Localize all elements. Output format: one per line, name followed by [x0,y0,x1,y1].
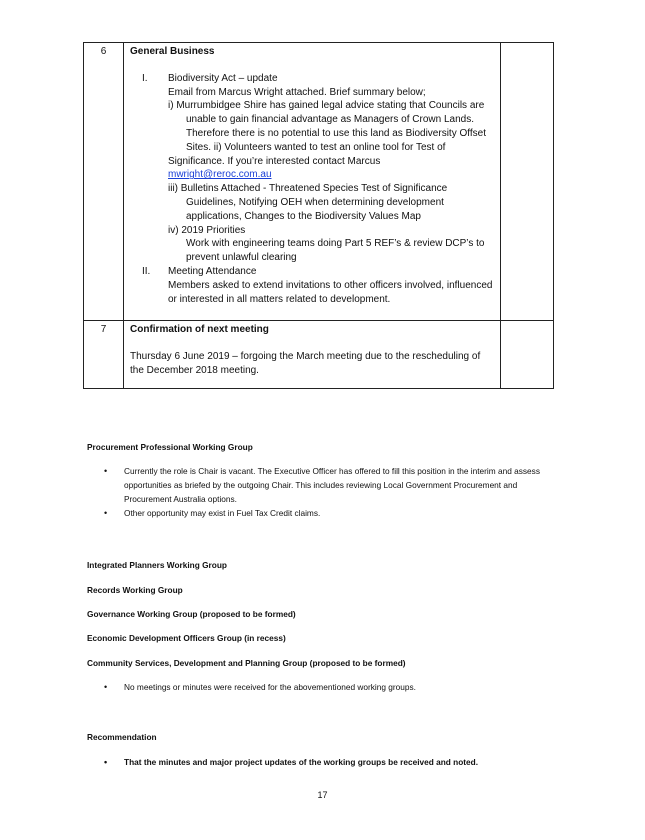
paragraph: i) Murrumbidgee Shire has gained legal advice stating that Councils are unable to gain financial advantage as Managers of Crown Lands. Therefore there is no potential to use this land as Biodiversity Offset Sites. ii) Volunteers wanted to test an online tool for Test of [168,100,486,153]
bullet-list [87,464,557,520]
list-item: • No meetings or minutes were received for the abovementioned working groups. [104,682,416,692]
item-content [124,43,501,321]
bullet-icon: • [104,508,108,518]
table-row [84,43,554,321]
section-heading: Community Services, Development and Planning Group (proposed to be formed) [87,658,406,668]
sub-item-heading: Meeting Attendance [168,265,257,277]
section-heading: Governance Working Group (proposed to be formed) [87,609,296,619]
list-item: • Currently the role is Chair is vacant. The Executive Officer has offered to fill this position in the interim and assess opportunities as briefed by the outgoing Chair. This includes reviewing Local Government Procurement and Procurement Australia options. [104,466,540,504]
paragraph: iii) Bulletins Attached - Threatened Species Test of Significance Guidelines, Notifying OEH when determining development applications, Changes to the Biodiversity Values Map [168,183,448,222]
paragraph: Work with engineering teams doing Part 5 REF’s & review DCP’s to prevent unlawful clearing [186,238,485,264]
sub-item [130,72,495,86]
email-link[interactable]: mwright@reroc.com.au [168,169,272,181]
bullet-icon: • [104,757,108,767]
paragraph: Email from Marcus Wright attached. Brief summary below; [168,86,426,98]
item-number: 7 [84,321,124,389]
item-title: Confirmation of next meeting [130,324,269,335]
table-row [84,321,554,389]
paragraph: Thursday 6 June 2019 – forgoing the March meeting due to the rescheduling of the December 2018 meeting. [130,350,481,376]
minutes-table [83,42,554,389]
list-item: • Other opportunity may exist in Fuel Tax Credit claims. [104,508,321,518]
bullet-list [87,755,557,769]
section-heading: Recommendation [87,732,157,742]
paragraph: Members asked to extend invitations to other officers involved, influenced or interested in all matters related to development. [168,279,493,305]
bullet-list [87,680,557,694]
paragraph: Significance. If you’re interested contact Marcus [168,155,381,167]
page-number: 17 [317,790,328,800]
roman-numeral: I. [142,72,148,84]
item-content [124,321,501,389]
section-heading: Procurement Professional Working Group [87,442,253,452]
item-number: 6 [84,43,124,321]
sub-item-heading: Biodiversity Act – update [168,72,278,84]
empty-cell [501,321,554,389]
section-heading: Economic Development Officers Group (in recess) [87,633,286,643]
bullet-icon: • [104,466,108,476]
section-heading: Integrated Planners Working Group [87,560,227,570]
empty-cell [501,43,554,321]
roman-numeral: II. [142,265,151,277]
paragraph: iv) 2019 Priorities [168,224,246,236]
sub-item [130,265,495,279]
list-item: • That the minutes and major project updates of the working groups be received and noted. [104,757,479,767]
email-link-wrap [130,168,495,182]
item-title: General Business [130,46,215,57]
bullet-icon: • [104,682,108,692]
section-heading: Records Working Group [87,585,183,595]
